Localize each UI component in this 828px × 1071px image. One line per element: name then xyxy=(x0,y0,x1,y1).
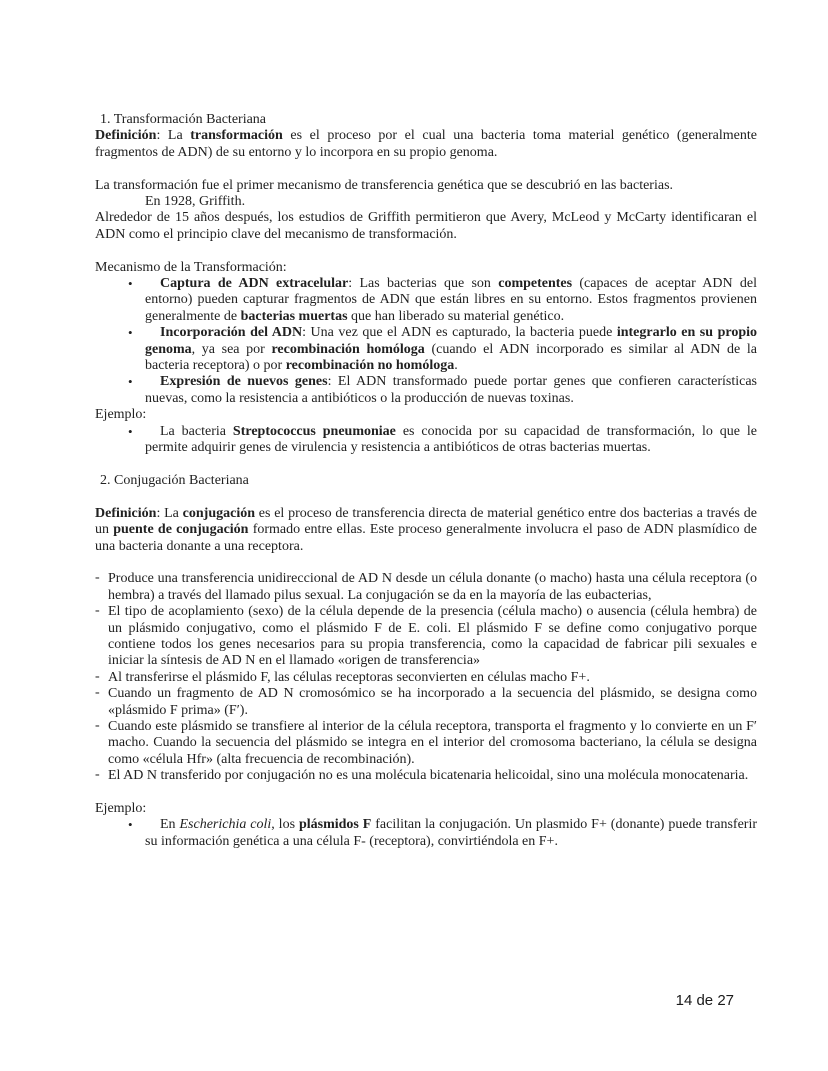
bullet-item xyxy=(95,817,757,850)
text-segment: En 1928, Griffith. xyxy=(145,194,246,210)
text-segment: , ya sea por xyxy=(191,341,272,357)
text-segment: formado entre ellas. Este proceso generalmente involucra el paso de ADN plasmídico de una bacteria donante a una receptora. xyxy=(95,522,757,554)
text-segment: bacterias muertas xyxy=(240,308,348,324)
dash-item xyxy=(95,686,757,719)
text-segment: (capaces de aceptar ADN del entorno) pueden capturar fragmentos de ADN que están libres en su entorno. Estos fragmentos provienen generalmente de xyxy=(145,276,758,324)
text-segment: . xyxy=(454,358,458,374)
paragraph xyxy=(95,260,757,276)
text-segment: El tipo de acoplamiento (sexo) de la célula depende de la presencia (célula macho) o ausencia (célula hembra) de un plásmido conjugativo, como el plásmido F de E. coli. El plásmido F se define como conjugativo porque contiene todos los genes necesarios para su propia transferencia, como la capacidad de fabricar pili sexuales e iniciar la síntesis de AD N en el llamado «origen de transferencia» xyxy=(108,604,757,669)
dash-item xyxy=(95,571,757,604)
text-segment: Captura de ADN extracelular xyxy=(160,276,349,292)
bullet-item xyxy=(95,374,757,407)
text-segment: : La xyxy=(156,128,191,144)
text-segment: Alrededor de 15 años después, los estudios de Griffith permitieron que Avery, McLeod y McCarty identificaran el ADN como el principio clave del mecanismo de transformación. xyxy=(95,210,757,242)
text-segment: Cuando este plásmido se transfiere al interior de la célula receptora, transporta el fragmento y lo convierte en un F′ macho. Cuando la secuencia del plásmido se integra en el interior del cromosoma bacteriano, la célula se designa como «célula Hfr» (alta frecuencia de recombinación). xyxy=(108,718,757,767)
text-segment: : La xyxy=(156,505,183,521)
text-segment: que han liberado su material genético. xyxy=(347,308,565,324)
dash-marker: - xyxy=(95,685,100,701)
dash-item xyxy=(95,670,757,686)
section-heading xyxy=(95,473,757,489)
text-segment: Cuando un fragmento de AD N cromosómico se ha incorporado a la secuencia del plásmido, se designa como «plásmido F prima» (F′). xyxy=(108,686,757,718)
bullet-item xyxy=(95,325,757,374)
text-segment: La transformación fue el primer mecanismo de transferencia genética que se descubrió en las bacterias. xyxy=(95,177,674,193)
text-segment: es conocida por su capacidad de transformación, lo que le permite adquirir genes de virulencia y resistencia a antibióticos de otras bacterias muertas. xyxy=(145,423,758,456)
text-segment: Escherichia coli xyxy=(179,817,272,833)
text-segment: : El ADN transformado puede portar genes que confieren características nuevas, como la resistencia a antibióticos o la producción de nuevas toxinas. xyxy=(145,374,757,406)
paragraph xyxy=(95,210,757,243)
text-segment: : Una vez que el ADN es capturado, la bacteria puede xyxy=(302,325,617,341)
text-segment: es el proceso de transferencia directa de material genético entre dos bacterias a través de un xyxy=(95,505,757,538)
text-segment: Definición xyxy=(95,128,157,144)
text-segment: transformación xyxy=(190,128,283,144)
text-segment: , los xyxy=(271,817,299,833)
paragraph xyxy=(95,801,757,817)
text-segment: En xyxy=(160,817,180,833)
page-number: 14 de 27 xyxy=(675,992,734,1009)
dash-item xyxy=(95,768,757,784)
dash-marker: - xyxy=(95,717,100,733)
document-content xyxy=(95,112,757,850)
text-segment: puente de conjugación xyxy=(113,522,249,538)
bullet-marker: • xyxy=(128,325,133,341)
text-segment: Ejemplo: xyxy=(95,407,147,423)
dash-item xyxy=(95,719,757,768)
text-segment: plásmidos F xyxy=(298,817,372,833)
text-segment: conjugación xyxy=(182,505,255,521)
text-segment: Ejemplo: xyxy=(95,800,147,816)
dash-marker: - xyxy=(95,668,100,684)
text-segment: integrarlo en su propio genoma xyxy=(145,325,758,357)
paragraph xyxy=(95,178,757,194)
text-segment: : Las bacterias que son xyxy=(348,276,499,292)
paragraph-spacer xyxy=(95,457,757,473)
dash-marker: - xyxy=(95,570,100,586)
bullet-marker: • xyxy=(128,276,133,292)
text-segment: Definición xyxy=(95,505,157,521)
dash-marker: - xyxy=(95,767,100,783)
paragraph xyxy=(95,407,757,423)
paragraph-spacer xyxy=(95,161,757,177)
text-segment: Produce una transferencia unidireccional de AD N desde un célula donante (o macho) hasta una célula receptora (o hembra) a través del llamado pilus sexual. La conjugación se da en la mayoría de las eubacterias, xyxy=(108,571,757,603)
section-heading xyxy=(95,112,757,128)
text-segment: Incorporación del ADN xyxy=(160,325,303,341)
text-segment: 2. Conjugación Bacteriana xyxy=(100,472,249,488)
dash-item xyxy=(95,604,757,670)
dash-marker: - xyxy=(95,603,100,619)
text-segment: Streptococcus pneumoniae xyxy=(232,423,396,439)
text-segment: La bacteria xyxy=(160,423,233,439)
text-segment: recombinación homóloga xyxy=(271,341,425,357)
text-segment: Mecanismo de la Transformación: xyxy=(95,259,287,275)
bullet-marker: • xyxy=(128,374,133,390)
text-segment: Expresión de nuevos genes xyxy=(160,374,328,390)
text-segment: competentes xyxy=(498,276,573,292)
paragraph-spacer xyxy=(95,785,757,801)
paragraph xyxy=(95,128,757,161)
paragraph-spacer xyxy=(95,489,757,505)
text-segment: recombinación no homóloga xyxy=(285,358,455,374)
bullet-item xyxy=(95,276,757,325)
text-segment: Al transferirse el plásmido F, las células receptoras seconvierten en células macho F+. xyxy=(108,669,590,685)
bullet-marker: • xyxy=(128,817,133,833)
text-segment: El AD N transferido por conjugación no es una molécula bicatenaria helicoidal, sino una molécula monocatenaria. xyxy=(108,768,749,784)
text-segment: (cuando el ADN incorporado es similar al ADN de la bacteria receptora) o por xyxy=(145,341,757,374)
text-segment: 1. Transformación Bacteriana xyxy=(100,112,267,127)
paragraph xyxy=(95,506,757,555)
bullet-marker: • xyxy=(128,423,133,439)
text-segment: es el proceso por el cual una bacteria toma material genético (generalmente fragmentos de ADN) de su entorno y lo incorpora en su propio genoma. xyxy=(95,128,757,160)
bullet-item xyxy=(95,424,757,457)
indented-line xyxy=(95,194,757,210)
text-segment: facilitan la conjugación. Un plasmido F+ (donante) puede transferir su información genética a una célula F- (receptora), convirtiéndola en F+. xyxy=(145,817,757,849)
paragraph-spacer xyxy=(95,555,757,571)
paragraph-spacer xyxy=(95,243,757,259)
